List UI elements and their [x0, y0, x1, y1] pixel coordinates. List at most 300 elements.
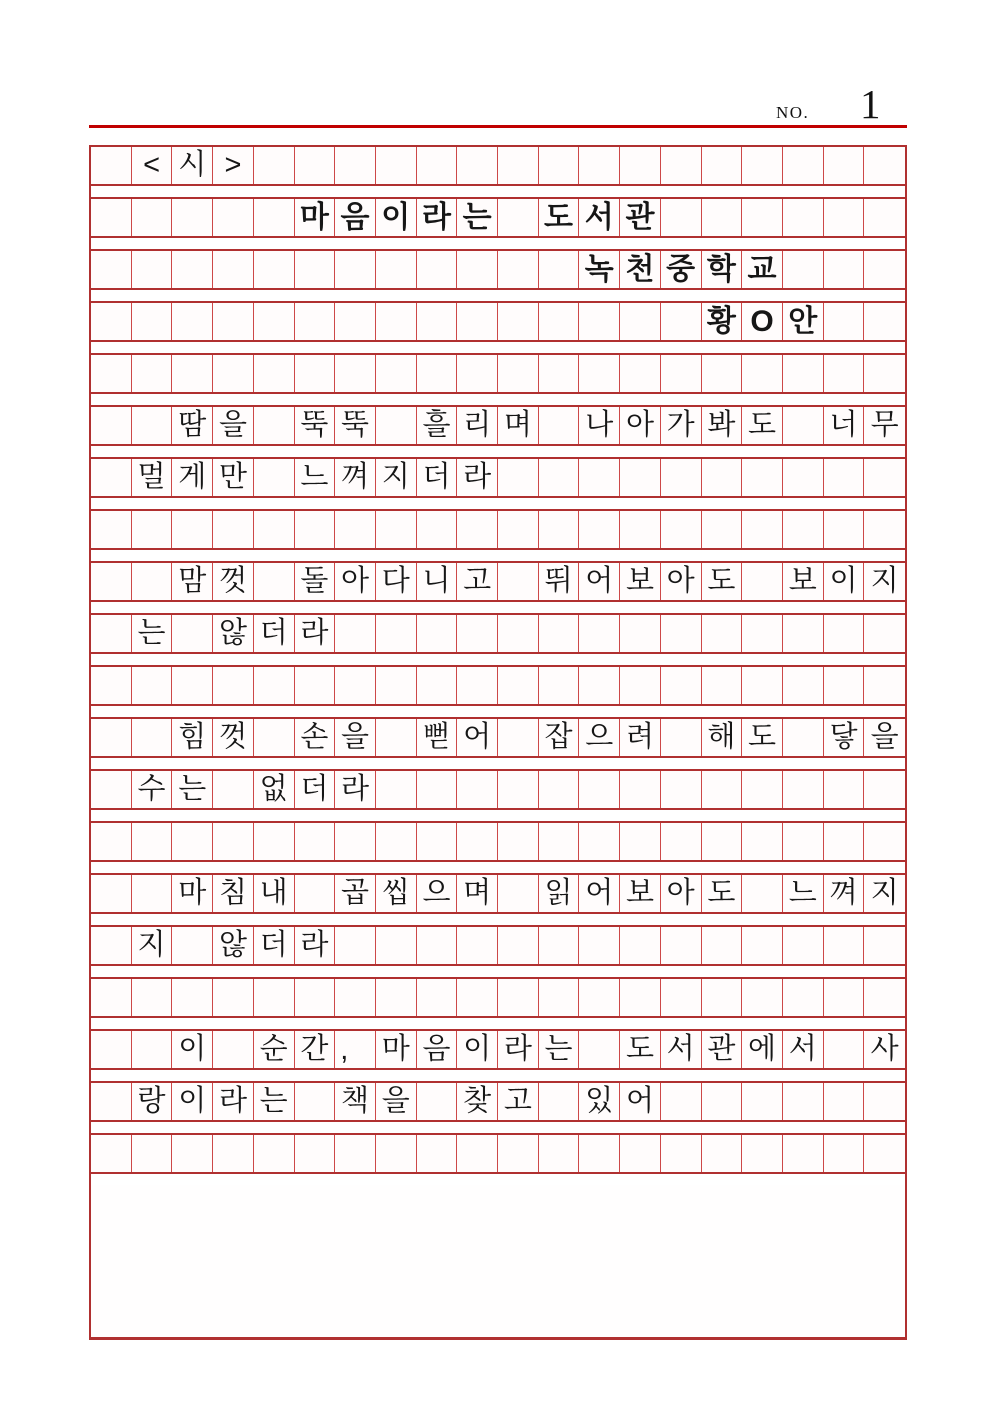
grid-cell-empty: [498, 251, 539, 288]
grid-cell: 으: [417, 875, 458, 912]
grid-cell-empty: [539, 459, 580, 496]
grid-cell-empty: [213, 823, 254, 860]
grid-cell: 으: [579, 719, 620, 756]
grid-cell: 라: [213, 1083, 254, 1120]
grid-cell: 을: [213, 407, 254, 444]
grid-cell: 않: [213, 927, 254, 964]
grid-cell: 라: [295, 927, 336, 964]
grid-cell: 도: [539, 199, 580, 236]
grid-cell-empty: [702, 199, 743, 236]
grid-cell-empty: [213, 199, 254, 236]
grid-cell-empty: [254, 979, 295, 1016]
grid-cell-empty: [742, 1083, 783, 1120]
grid-cell-empty: [132, 407, 173, 444]
grid-cell-empty: [579, 511, 620, 548]
grid-cell-empty: [498, 355, 539, 392]
grid-cell-empty: [824, 147, 865, 184]
grid-cell-empty: [295, 979, 336, 1016]
grid-cell-empty: [864, 303, 905, 340]
grid-cell-empty: [417, 979, 458, 1016]
grid-cell-empty: [498, 1135, 539, 1172]
grid-cell-empty: [783, 823, 824, 860]
grid-cell: 어: [620, 1083, 661, 1120]
grid-cell-empty: [91, 979, 132, 1016]
grid-cell-empty: [172, 199, 213, 236]
grid-cell-empty: [539, 771, 580, 808]
grid-cell-empty: [91, 615, 132, 652]
grid-cell-empty: [376, 251, 417, 288]
grid-cell: 잡: [539, 719, 580, 756]
grid-cell: 리: [457, 407, 498, 444]
grid-cell: 도: [702, 875, 743, 912]
grid-cell-empty: [539, 355, 580, 392]
grid-cell: 아: [661, 563, 702, 600]
grid-cell-empty: [457, 771, 498, 808]
grid-cell-empty: [132, 511, 173, 548]
grid-cell-empty: [620, 927, 661, 964]
grid-row: [91, 925, 905, 966]
grid-cell: 만: [213, 459, 254, 496]
grid-cell-empty: [661, 823, 702, 860]
grid-cell: 읽: [539, 875, 580, 912]
grid-cell-empty: [91, 1083, 132, 1120]
grid-cell-empty: [702, 1135, 743, 1172]
grid-cell-empty: [417, 615, 458, 652]
grid-cell-empty: [376, 407, 417, 444]
grid-cell-empty: [864, 771, 905, 808]
grid-cell-empty: [213, 303, 254, 340]
grid-cell-empty: [539, 615, 580, 652]
grid-cell-empty: [254, 823, 295, 860]
grid-cell-empty: [295, 511, 336, 548]
grid-cell-empty: [579, 927, 620, 964]
grid-cell-empty: [783, 407, 824, 444]
grid-cell: 무: [864, 407, 905, 444]
grid-cell: 더: [417, 459, 458, 496]
grid-cell-empty: [824, 355, 865, 392]
grid-cell-empty: [702, 459, 743, 496]
grid-cell-empty: [579, 459, 620, 496]
grid-cell-empty: [702, 355, 743, 392]
grid-cell-empty: [335, 667, 376, 704]
grid-cell: 이: [172, 1031, 213, 1068]
grid-cell: 도: [620, 1031, 661, 1068]
grid-cell-empty: [702, 615, 743, 652]
grid-cell: 이: [824, 563, 865, 600]
grid-cell-empty: [498, 823, 539, 860]
grid-cell-empty: [417, 251, 458, 288]
grid-cell-empty: [172, 355, 213, 392]
grid-cell: 어: [457, 719, 498, 756]
grid-cell: 멀: [132, 459, 173, 496]
grid-cell: 힘: [172, 719, 213, 756]
grid-cell: 지: [132, 927, 173, 964]
grid-cell-empty: [539, 979, 580, 1016]
grid-row: [91, 873, 905, 914]
grid-cell-empty: [702, 147, 743, 184]
grid-cell-empty: [132, 199, 173, 236]
grid-cell-empty: [335, 927, 376, 964]
grid-cell-empty: [213, 1031, 254, 1068]
grid-cell: 간: [295, 1031, 336, 1068]
grid-cell-empty: [539, 1135, 580, 1172]
grid-cell: O: [742, 303, 783, 340]
grid-cell-empty: [864, 823, 905, 860]
grid-cell-empty: [91, 1135, 132, 1172]
grid-cell: 어: [579, 563, 620, 600]
grid-cell-empty: [824, 511, 865, 548]
grid-cell-empty: [376, 303, 417, 340]
grid-cell-empty: [172, 251, 213, 288]
grid-cell-empty: [213, 511, 254, 548]
grid-cell-empty: [783, 511, 824, 548]
grid-cell: 는: [172, 771, 213, 808]
grid-cell-empty: [132, 251, 173, 288]
grid-cell-empty: [620, 979, 661, 1016]
grid-cell: 없: [254, 771, 295, 808]
grid-cell: 도: [742, 407, 783, 444]
grid-cell-empty: [702, 511, 743, 548]
grid-cell: 천: [620, 251, 661, 288]
grid-cell-empty: [702, 771, 743, 808]
grid-cell-empty: [539, 1083, 580, 1120]
grid-cell-empty: [91, 147, 132, 184]
grid-cell: 는: [539, 1031, 580, 1068]
grid-cell-empty: [376, 719, 417, 756]
grid-row: [91, 561, 905, 602]
grid-cell-empty: [498, 511, 539, 548]
grid-cell-empty: [783, 771, 824, 808]
grid-cell-empty: [661, 615, 702, 652]
grid-row: [91, 769, 905, 810]
grid-cell: 는: [254, 1083, 295, 1120]
grid-cell-empty: [864, 511, 905, 548]
grid-cell-empty: [417, 1083, 458, 1120]
grid-cell-empty: [376, 147, 417, 184]
grid-cell-empty: [335, 979, 376, 1016]
grid-cell-empty: [91, 719, 132, 756]
grid-cell-empty: [702, 823, 743, 860]
grid-cell-empty: [335, 511, 376, 548]
grid-cell-empty: [579, 667, 620, 704]
grid-cell: 교: [742, 251, 783, 288]
grid-cell-empty: [132, 563, 173, 600]
grid-cell-empty: [376, 667, 417, 704]
grid-row: [91, 249, 905, 290]
grid-cell-empty: [742, 771, 783, 808]
grid-cell-empty: [824, 1083, 865, 1120]
grid-cell-empty: [824, 771, 865, 808]
grid-cell: 나: [579, 407, 620, 444]
grid-cell-empty: [661, 1083, 702, 1120]
grid-cell-empty: [172, 667, 213, 704]
grid-cell: 씹: [376, 875, 417, 912]
grid-cell-empty: [702, 979, 743, 1016]
grid-cell-empty: [824, 823, 865, 860]
grid-cell: 사: [864, 1031, 905, 1068]
grid-cell-empty: [579, 1135, 620, 1172]
grid-cell-empty: [254, 355, 295, 392]
grid-cell-empty: [498, 563, 539, 600]
grid-cell-empty: [498, 459, 539, 496]
grid-cell: 뚝: [295, 407, 336, 444]
grid-cell-empty: [579, 979, 620, 1016]
grid-row: [91, 977, 905, 1018]
grid-cell-empty: [783, 251, 824, 288]
grid-cell-empty: [742, 459, 783, 496]
grid-cell: 맘: [172, 563, 213, 600]
grid-row: [91, 1029, 905, 1070]
grid-cell-empty: [783, 355, 824, 392]
grid-cell: 껴: [335, 459, 376, 496]
grid-row: [91, 821, 905, 862]
grid-cell: 도: [702, 563, 743, 600]
grid-cell-empty: [254, 667, 295, 704]
grid-cell-empty: [620, 147, 661, 184]
grid-cell-empty: [132, 667, 173, 704]
grid-cell-empty: [254, 147, 295, 184]
grid-cell-empty: [91, 1031, 132, 1068]
grid-cell: 서: [783, 1031, 824, 1068]
grid-cell-empty: [620, 1135, 661, 1172]
grid-cell-empty: [498, 667, 539, 704]
grid-cell-empty: [702, 667, 743, 704]
grid-cell-empty: [132, 875, 173, 912]
grid-cell-empty: [620, 303, 661, 340]
grid-cell-empty: [864, 979, 905, 1016]
grid-cell-empty: [376, 927, 417, 964]
grid-cell-empty: [417, 667, 458, 704]
grid-cell: 지: [864, 875, 905, 912]
grid-cell-empty: [661, 199, 702, 236]
grid-cell-empty: [824, 667, 865, 704]
grid-cell-empty: [864, 1135, 905, 1172]
grid-cell-empty: [661, 355, 702, 392]
grid-cell-empty: [661, 511, 702, 548]
grid-cell: 중: [661, 251, 702, 288]
grid-cell-empty: [742, 927, 783, 964]
grid-cell: 황: [702, 303, 743, 340]
grid-cell: 가: [661, 407, 702, 444]
grid-cell-empty: [498, 147, 539, 184]
grid-cell-empty: [132, 1031, 173, 1068]
grid-cell-empty: [620, 667, 661, 704]
grid-cell-empty: [498, 979, 539, 1016]
grid-cell-empty: [864, 1083, 905, 1120]
grid-cell-empty: [620, 771, 661, 808]
grid-cell: 느: [783, 875, 824, 912]
grid-cell: 더: [295, 771, 336, 808]
grid-cell: 이: [172, 1083, 213, 1120]
grid-cell-empty: [213, 355, 254, 392]
grid-cell: 해: [702, 719, 743, 756]
grid-cell-empty: [702, 927, 743, 964]
grid-cell-empty: [498, 927, 539, 964]
grid-cell-empty: [91, 927, 132, 964]
grid-cell: 너: [824, 407, 865, 444]
grid-cell-empty: [417, 1135, 458, 1172]
grid-cell: 에: [742, 1031, 783, 1068]
grid-cell-empty: [824, 459, 865, 496]
grid-cell: 있: [579, 1083, 620, 1120]
grid-cell-empty: [91, 563, 132, 600]
grid-cell: 학: [702, 251, 743, 288]
grid-cell-empty: [457, 979, 498, 1016]
grid-cell-empty: [620, 355, 661, 392]
grid-cell-empty: [498, 719, 539, 756]
grid-cell: 는: [457, 199, 498, 236]
grid-cell-empty: [295, 147, 336, 184]
grid-cell-empty: [91, 407, 132, 444]
grid-cell-empty: [254, 719, 295, 756]
grid-cell: 다: [376, 563, 417, 600]
grid-cell-empty: [661, 979, 702, 1016]
grid-cell-empty: [579, 615, 620, 652]
grid-cell-empty: [132, 823, 173, 860]
grid-cell-empty: [661, 147, 702, 184]
grid-cell: 내: [254, 875, 295, 912]
grid-cell-empty: [254, 459, 295, 496]
grid-cell-empty: [172, 303, 213, 340]
grid-cell-empty: [417, 927, 458, 964]
grid-cell: 책: [335, 1083, 376, 1120]
grid-cell-empty: [742, 615, 783, 652]
grid-cell-empty: [824, 979, 865, 1016]
grid-cell: ,: [335, 1031, 376, 1068]
grid-cell-empty: [864, 355, 905, 392]
page-number: 1: [860, 81, 881, 127]
grid-cell-empty: [783, 199, 824, 236]
grid-cell-empty: [457, 1135, 498, 1172]
grid-row: [91, 509, 905, 550]
grid-cell-empty: [498, 875, 539, 912]
grid-cell-empty: [824, 927, 865, 964]
grid-cell-empty: [457, 355, 498, 392]
grid-cell-empty: [91, 459, 132, 496]
grid-cell: 땀: [172, 407, 213, 444]
grid-row: [91, 613, 905, 654]
grid-cell: 서: [579, 199, 620, 236]
grid-cell: 을: [335, 719, 376, 756]
grid-cell-empty: [457, 511, 498, 548]
grid-cell: 순: [254, 1031, 295, 1068]
grid-cell-empty: [498, 615, 539, 652]
grid-row: [91, 353, 905, 394]
grid-cell-empty: [295, 1135, 336, 1172]
grid-cell-empty: [335, 303, 376, 340]
grid-cell-empty: [783, 1083, 824, 1120]
grid-cell-empty: [417, 823, 458, 860]
grid-cell-empty: [213, 771, 254, 808]
grid-cell-empty: [498, 199, 539, 236]
grid-cell: 고: [457, 563, 498, 600]
grid-cell-empty: [172, 927, 213, 964]
grid-cell-empty: [620, 823, 661, 860]
grid-row: [91, 1081, 905, 1122]
grid-cell-empty: [91, 771, 132, 808]
grid-cell: 더: [254, 615, 295, 652]
grid-cell-empty: [864, 459, 905, 496]
grid-cell: 안: [783, 303, 824, 340]
grid-cell: 어: [579, 875, 620, 912]
grid-cell-empty: [742, 667, 783, 704]
grid-row: [91, 405, 905, 446]
grid-cell: 껏: [213, 563, 254, 600]
grid-cell-empty: [213, 667, 254, 704]
grid-cell-empty: [539, 511, 580, 548]
grid-cell: 관: [702, 1031, 743, 1068]
grid-cell-empty: [376, 1135, 417, 1172]
grid-cell-empty: [579, 771, 620, 808]
grid-cell: 봐: [702, 407, 743, 444]
grid-cell-empty: [864, 615, 905, 652]
grid-cell-empty: [376, 771, 417, 808]
grid-cell-empty: [661, 667, 702, 704]
grid-cell-empty: [295, 251, 336, 288]
grid-cell-empty: [295, 1083, 336, 1120]
grid-cell-empty: [579, 303, 620, 340]
grid-cell-empty: [295, 303, 336, 340]
grid-cell: 수: [132, 771, 173, 808]
grid-cell: 흘: [417, 407, 458, 444]
grid-cell-empty: [91, 355, 132, 392]
manuscript-grid: [89, 145, 907, 1340]
grid-cell-empty: [742, 1135, 783, 1172]
grid-cell-empty: [539, 147, 580, 184]
grid-cell-empty: [457, 251, 498, 288]
grid-cell: 음: [417, 1031, 458, 1068]
grid-cell-empty: [376, 615, 417, 652]
grid-cell-empty: [783, 615, 824, 652]
grid-cell-empty: [783, 927, 824, 964]
grid-cell-empty: [783, 459, 824, 496]
grid-cell-empty: [864, 147, 905, 184]
grid-cell-empty: [783, 1135, 824, 1172]
grid-cell-empty: [742, 823, 783, 860]
grid-cell: 관: [620, 199, 661, 236]
grid-cell-empty: [172, 511, 213, 548]
grid-cell: 며: [498, 407, 539, 444]
grid-cell: 아: [620, 407, 661, 444]
grid-cell-empty: [91, 303, 132, 340]
grid-cell-empty: [254, 1135, 295, 1172]
grid-cell-empty: [742, 199, 783, 236]
grid-cell-empty: [172, 1135, 213, 1172]
grid-cell-empty: [417, 511, 458, 548]
grid-cell: 녹: [579, 251, 620, 288]
grid-cell-empty: [539, 667, 580, 704]
grid-cell-empty: [132, 1135, 173, 1172]
grid-cell-empty: [783, 667, 824, 704]
page-no-label: NO.: [776, 103, 810, 122]
grid-cell-empty: [824, 303, 865, 340]
grid-cell-empty: [579, 1031, 620, 1068]
grid-cell-empty: [539, 303, 580, 340]
grid-cell: 라: [417, 199, 458, 236]
grid-cell: 보: [620, 563, 661, 600]
grid-row: [91, 665, 905, 706]
grid-cell-empty: [417, 303, 458, 340]
grid-cell-empty: [824, 1135, 865, 1172]
grid-cell: 며: [457, 875, 498, 912]
grid-cell: 않: [213, 615, 254, 652]
grid-cell-empty: [376, 355, 417, 392]
grid-cell-empty: [132, 355, 173, 392]
grid-row: [91, 197, 905, 238]
grid-cell-empty: [824, 251, 865, 288]
grid-cell: 보: [783, 563, 824, 600]
grid-cell-empty: [742, 875, 783, 912]
